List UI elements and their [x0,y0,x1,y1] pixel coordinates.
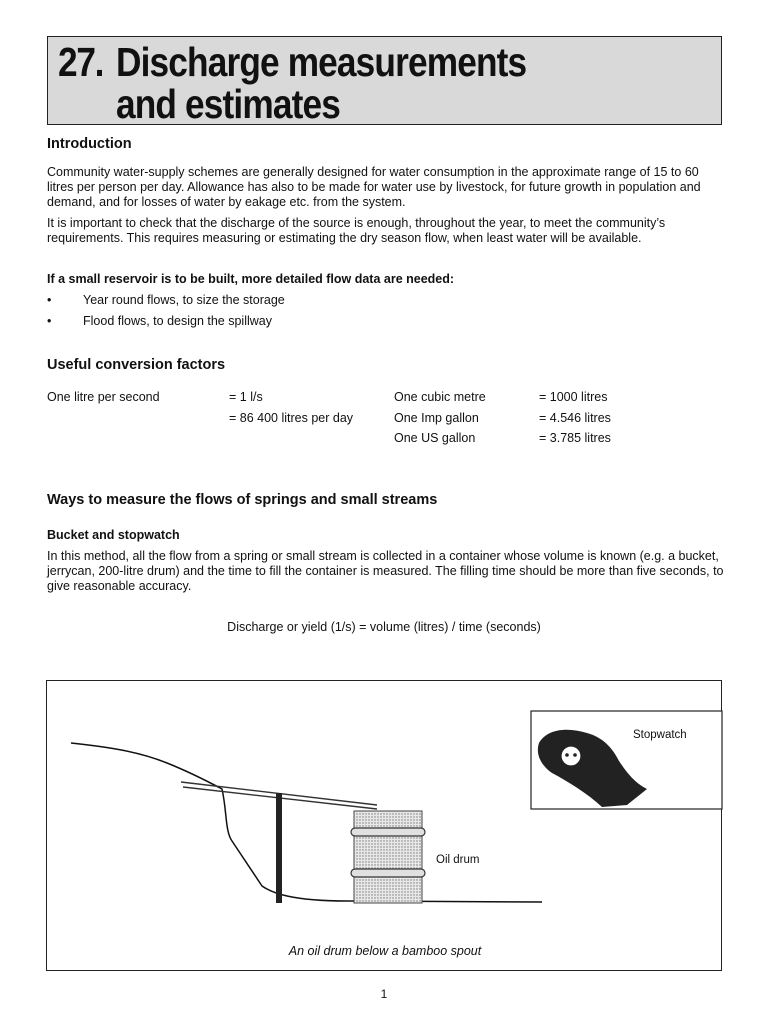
conversion-value: = 1 l/s [229,390,263,404]
conversion-value: = 86 400 litres per day [229,411,354,425]
bullet-marker: • [47,314,52,328]
method-subheading: Bucket and stopwatch [47,528,180,542]
ground-line [71,743,542,902]
bullet-text: Year round flows, to size the storage [83,293,285,307]
discharge-formula: Discharge or yield (1/s) = volume (litres) / time (seconds) [227,620,541,634]
figure-illustration [47,681,723,972]
figure-caption: An oil drum below a bamboo spout [288,944,482,958]
page-number: 1 [380,987,388,1001]
ways-heading: Ways to measure the flows of springs and small streams [47,492,438,508]
conversion-value: = 1000 litres [539,390,608,404]
conversion-label: One cubic metre [394,390,486,404]
page-title-line1: Discharge measurements [116,39,527,85]
introduction-heading: Introduction [47,136,132,152]
page-title-line2: and estimates [116,81,340,127]
bullet-text: Flood flows, to design the spillway [83,314,272,328]
support-stick [276,793,282,903]
stopwatch-label: Stopwatch [633,729,687,741]
reservoir-heading: If a small reservoir is to be built, more detailed flow data are needed: [47,272,455,286]
introduction-paragraph-2: It is important to check that the discharge of the source is enough, throughout the year, to meet the community’s requirements. This requires measuring or estimating the dry season flow, when least water will be available. [47,216,666,245]
conversion-heading: Useful conversion factors [47,357,226,373]
title-box [47,36,722,125]
oil-drum-shape [351,811,425,903]
conversion-label: One US gallon [394,431,476,445]
oil-drum-label: Oil drum [436,854,480,866]
conversion-value: = 4.546 litres [539,411,611,425]
bullet-marker: • [47,293,52,307]
list-item [47,314,272,328]
conversion-label: One Imp gallon [394,411,479,425]
introduction-paragraph-1: Community water-supply schemes are generally designed for water consumption in the approximate range of 15 to 60 litres per person per day. Allowance has also to be made for water use by livestock, for future growth in population and demand, and for losses of water by eakage etc. from the system. [47,165,701,209]
figure-oil-drum [46,680,722,971]
conversion-label: One litre per second [47,390,160,404]
method-paragraph: In this method, all the flow from a spring or small stream is collected in a container whose volume is known (e.g. a bucket, jerrycan, 200-litre drum) and the time to fill the container is measured. The filling time should be more than five seconds, to give reasonable accuracy. [47,549,724,593]
chapter-number: 27. [58,39,104,85]
conversion-value: = 3.785 litres [539,431,611,445]
list-item [47,293,285,307]
stopwatch-icon [561,746,581,766]
